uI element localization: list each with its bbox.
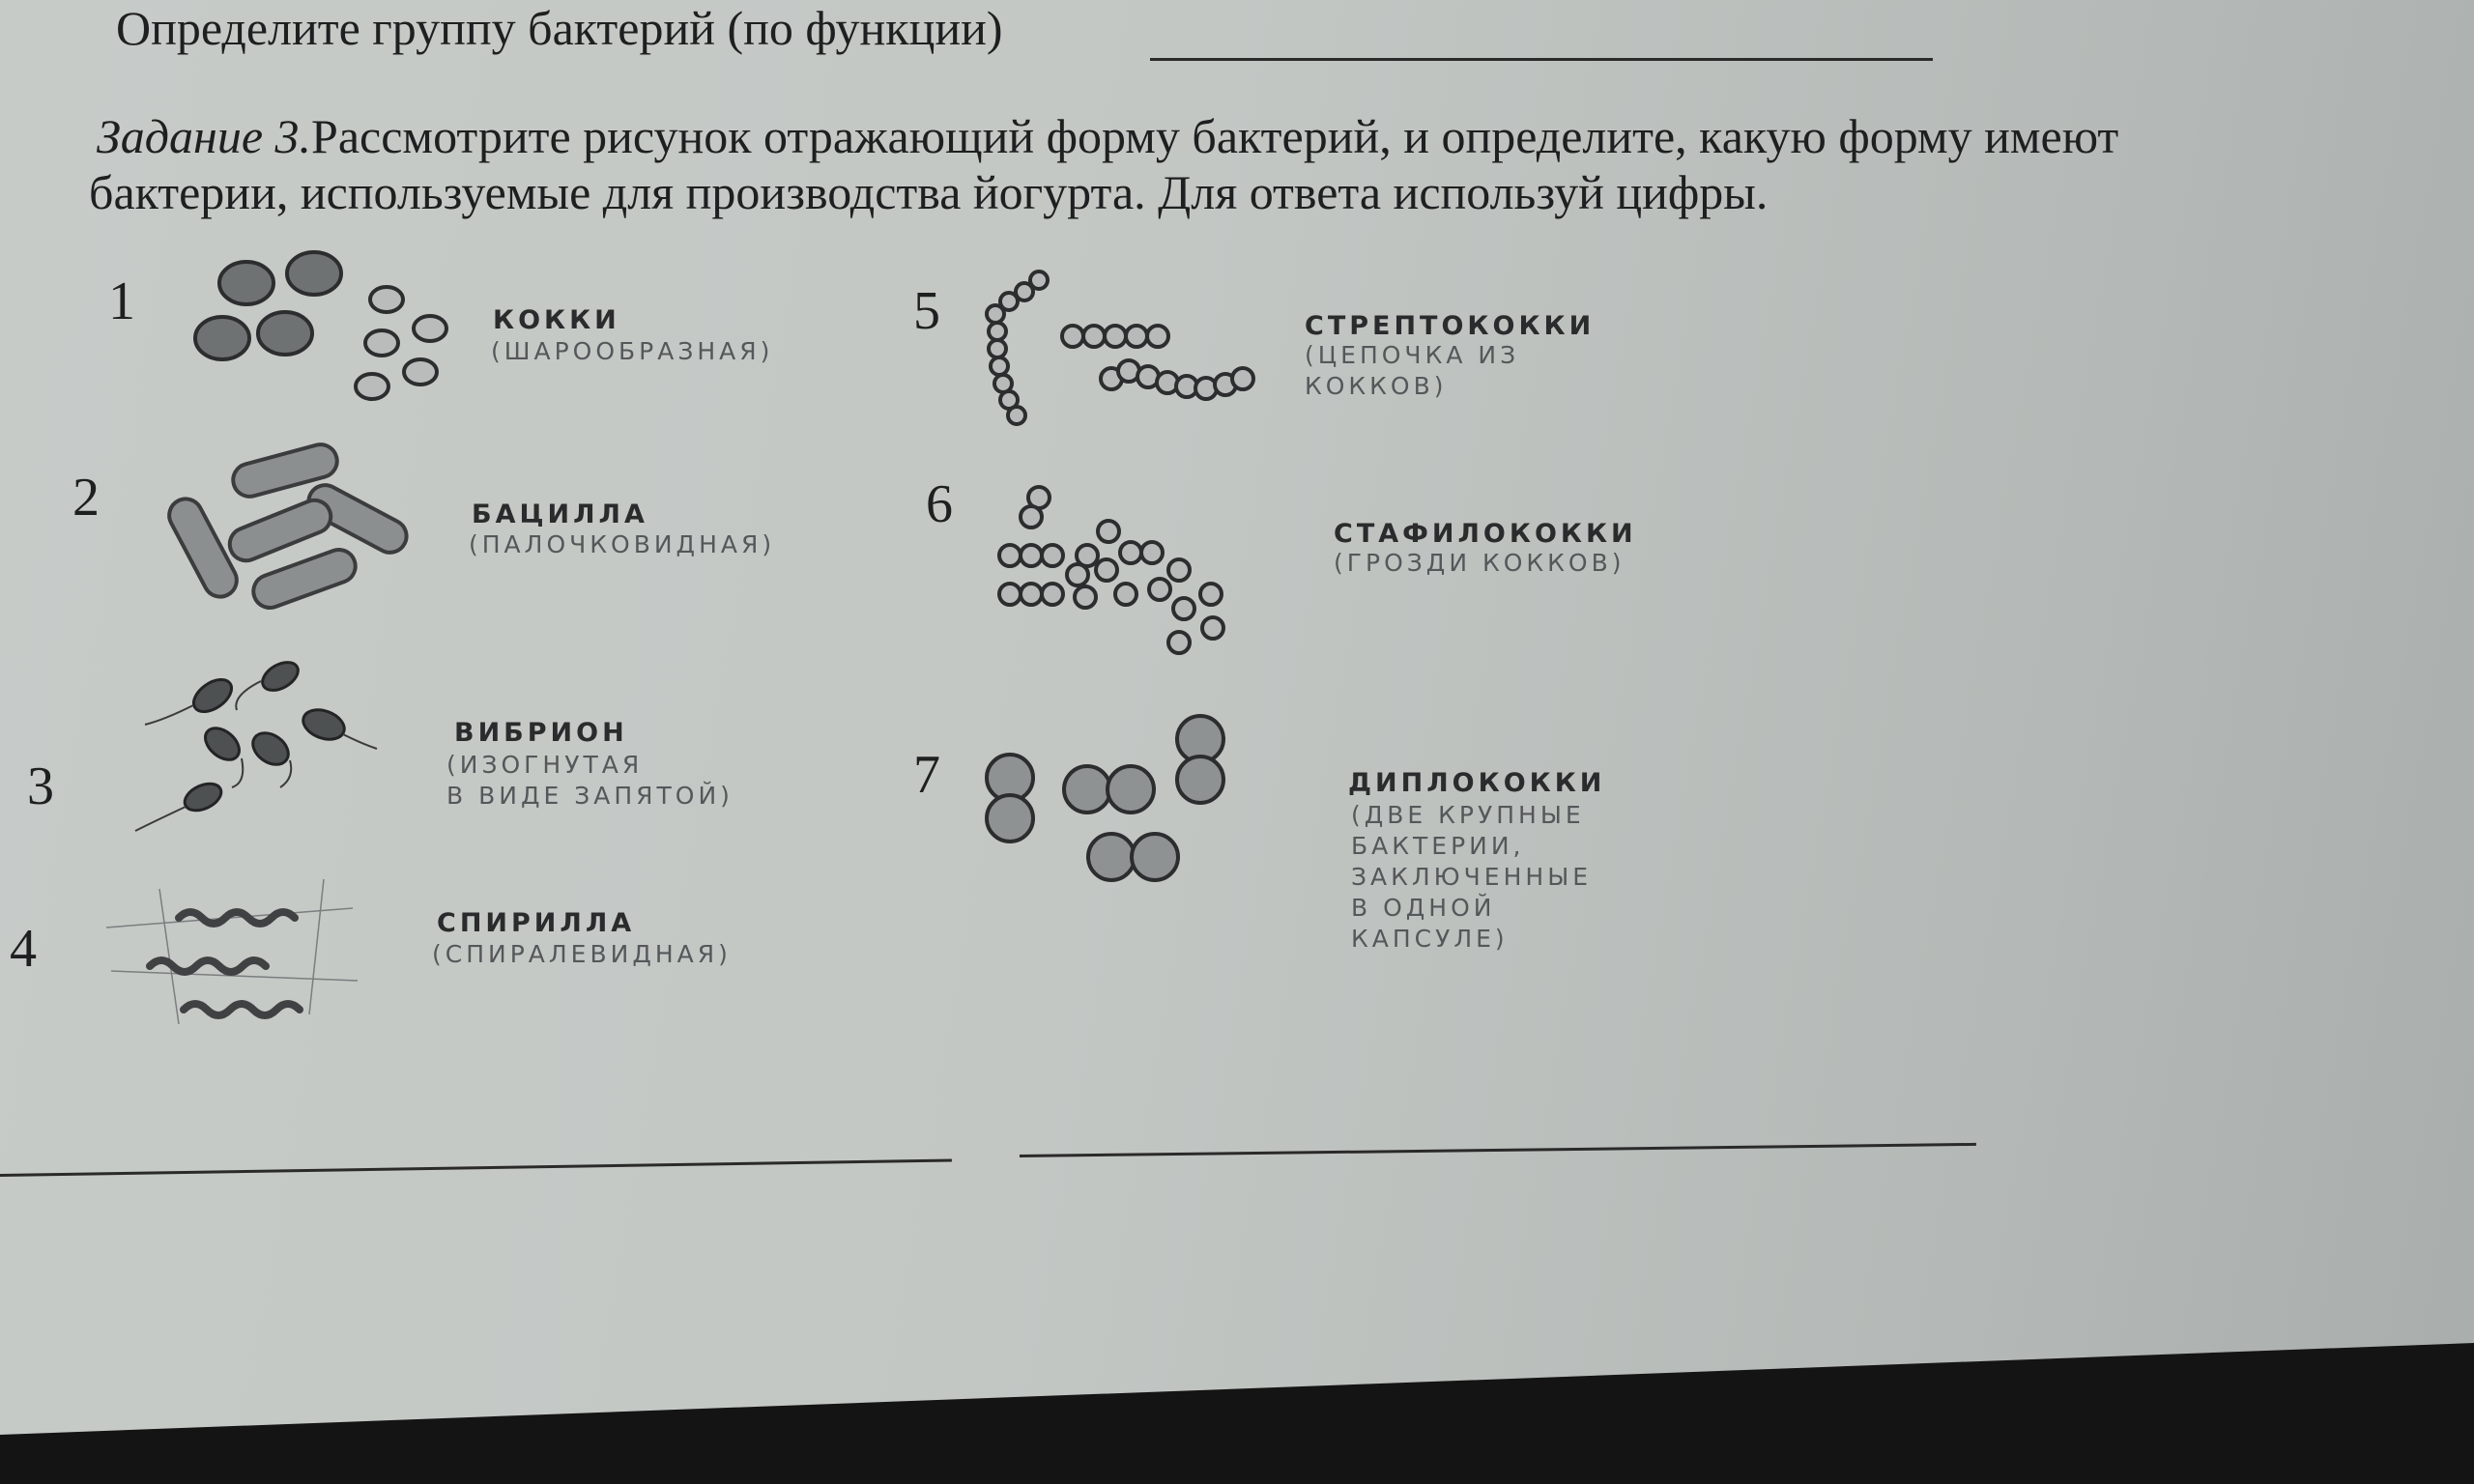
photo-dark-edge [0, 1343, 2474, 1484]
label-spirillum: СПИРИЛЛА [437, 908, 636, 938]
label-staphylococci: СТАФИЛОКОККИ [1334, 519, 1637, 549]
staphylococci-icon [991, 473, 1242, 667]
desc-bacillus: (ПАЛОЧКОВИДНАЯ) [469, 530, 776, 558]
item-number-4: 4 [10, 919, 37, 979]
item-number-7: 7 [913, 745, 940, 805]
diplococci-icon [976, 710, 1227, 884]
label-streptococci: СТРЕПТОКОККИ [1305, 311, 1596, 341]
label-vibrio: ВИБРИОН [454, 718, 628, 748]
item-number-6: 6 [926, 474, 953, 534]
desc-staphylococci: (ГРОЗДИ КОККОВ) [1334, 549, 1625, 577]
answer-line-left[interactable] [0, 1159, 952, 1177]
streptococci-icon [976, 271, 1266, 435]
bacillus-icon [159, 444, 411, 618]
answer-line-right[interactable] [1020, 1143, 1976, 1157]
spirillum-icon [101, 870, 362, 1034]
desc-diplococci: (ДВЕ КРУПНЫЕ БАКТЕРИИ, ЗАКЛЮЧЕННЫЕ В ОДНОЙ КАПСУЛЕ) [1351, 801, 1593, 953]
task3-line2: бактерии, используемые для производства йогурта. Для ответа используй цифры. [89, 165, 1769, 219]
item-number-5: 5 [913, 281, 940, 341]
item-number-1: 1 [108, 271, 135, 331]
question-function-group: Определите группу бактерий (по функции) [116, 1, 1003, 55]
vibrio-icon [126, 652, 377, 845]
task3-line1 [97, 108, 2118, 164]
task3-label: Задание 3. [97, 109, 312, 163]
desc-cocci: (ШАРООБРАЗНАЯ) [491, 337, 774, 365]
label-diplococci: ДИПЛОКОККИ [1348, 768, 1606, 798]
task3-text-1: Рассмотрите рисунок отражающий форму бактерий, и определите, какую форму имеют [311, 109, 2119, 163]
cocci-icon [184, 246, 454, 411]
answer-line-function[interactable] [1150, 58, 1933, 61]
item-number-2: 2 [72, 468, 100, 528]
desc-spirillum: (СПИРАЛЕВИДНАЯ) [432, 940, 732, 968]
desc-streptococci: (ЦЕПОЧКА ИЗ КОККОВ) [1305, 341, 1520, 400]
desc-vibrio: (ИЗОГНУТАЯ В ВИДЕ ЗАПЯТОЙ) [446, 751, 734, 810]
label-bacillus: БАЦИЛЛА [472, 499, 648, 529]
label-cocci: КОККИ [493, 305, 620, 335]
item-number-3: 3 [27, 756, 54, 816]
